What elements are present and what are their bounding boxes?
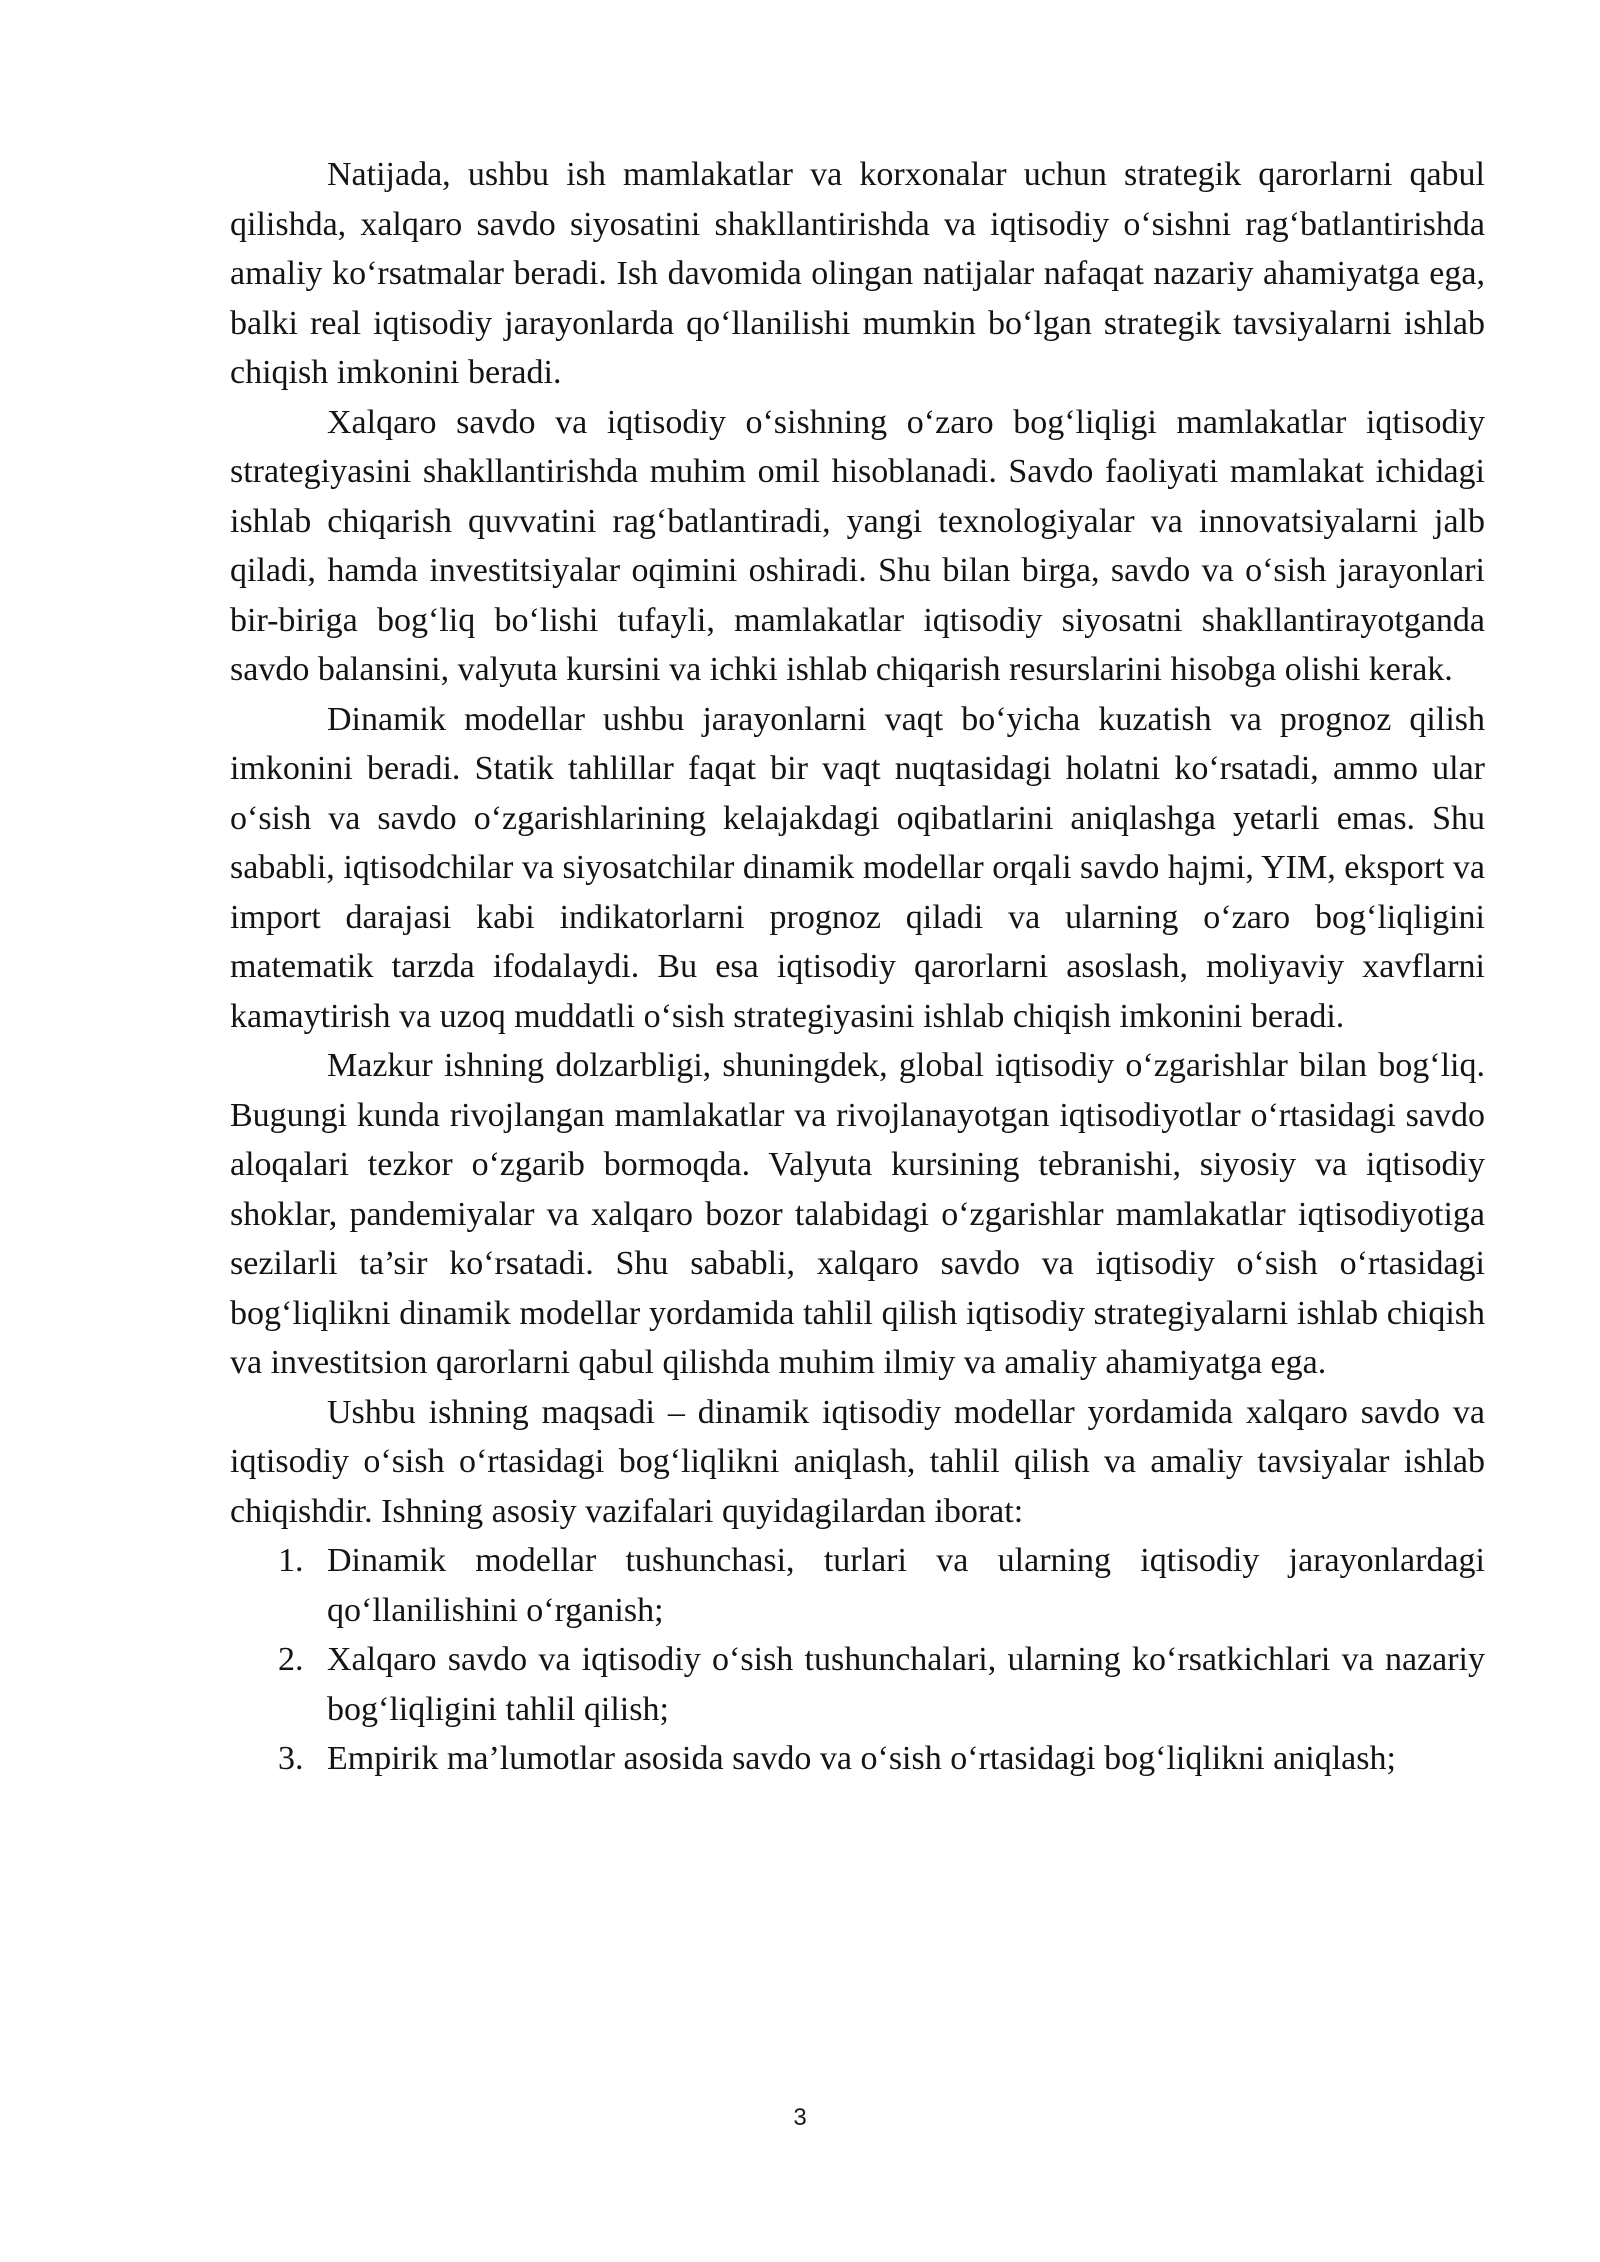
- paragraph-results: Natijada, ushbu ish mamlakatlar va korxonalar uchun strategik qarorlarni qabul qilishda, xalqaro savdo siyosatini shakllantirishda va iqtisodiy o‘sishni rag‘batlantirishda amaliy ko‘rsatmalar beradi. Ish davomida olingan natijalar nafaqat nazariy ahamiyatga ega, balki real iqtisodiy jarayonlarda qo‘llanilishi mumkin bo‘lgan strategik tavsiyalarni ishlab chiqish imkonini beradi.: [230, 156, 1485, 391]
- paragraph-relevance: Mazkur ishning dolzarbligi, shuningdek, global iqtisodiy o‘zgarishlar bilan bog‘liq. Bugungi kunda rivojlangan mamlakatlar va rivojlanayotgan iqtisodiyotlar o‘rtasidagi savdo aloqalari tezkor o‘zgarib bormoqda. Valyuta kursining tebranishi, siyosiy va iqtisodiy shoklar, pandemiyalar va xalqaro bozor talabidagi o‘zgarishlar mamlakatlar iqtisodiyotiga sezilarli ta’sir ko‘rsatadi. Shu sababli, xalqaro savdo va iqtisodiy o‘sish o‘rtasidagi bog‘liqlikni dinamik modellar yordamida tahlil qilish iqtisodiy strategiyalarni ishlab chiqish va investitsion qarorlarni qabul qilishda muhim ilmiy va amaliy ahamiyatga ega.: [230, 1047, 1485, 1381]
- tasks-list: [230, 1536, 1485, 1784]
- paragraph-trade-growth-link: Xalqaro savdo va iqtisodiy o‘sishning o‘zaro bog‘liqligi mamlakatlar iqtisodiy strategiyasini shakllantirishda muhim omil hisoblanadi. Savdo faoliyati mamlakat ichidagi ishlab chiqarish quvvatini rag‘batlantiradi, yangi texnologiyalar va innovatsiyalarni jalb qiladi, hamda investitsiyalar oqimini oshiradi. Shu bilan birga, savdo va o‘sish jarayonlari bir-biriga bog‘liq bo‘lishi tufayli, mamlakatlar iqtisodiy siyosatni shakllantirayotganda savdo balansini, valyuta kursini va ichki ishlab chiqarish resurslarini hisobga olishi kerak.: [230, 403, 1485, 688]
- list-item-number: 1.: [278, 1542, 304, 1579]
- list-item: [230, 1536, 1485, 1635]
- list-item: [230, 1734, 1485, 1784]
- list-item: [230, 1635, 1485, 1734]
- list-item-text: Dinamik modellar tushunchasi, turlari va ularning iqtisodiy jarayonlardagi qo‘llanilishini o‘rganish;: [327, 1542, 1485, 1629]
- page-body: [230, 150, 1485, 1784]
- list-item-text: Empirik ma’lumotlar asosida savdo va o‘sish o‘rtasidagi bog‘liqlikni aniqlash;: [327, 1740, 1396, 1777]
- list-item-text: Xalqaro savdo va iqtisodiy o‘sish tushunchalari, ularning ko‘rsatkichlari va nazariy bog‘liqligini tahlil qilish;: [327, 1641, 1485, 1728]
- list-item-number: 2.: [278, 1641, 304, 1678]
- paragraph-aim: Ushbu ishning maqsadi – dinamik iqtisodiy modellar yordamida xalqaro savdo va iqtisodiy o‘sish o‘rtasidagi bog‘liqlikni aniqlash, tahlil qilish va amaliy tavsiyalar ishlab chiqishdir. Ishning asosiy vazifalari quyidagilardan iborat:: [230, 1393, 1485, 1530]
- paragraph-dynamic-models: Dinamik modellar ushbu jarayonlarni vaqt bo‘yicha kuzatish va prognoz qilish imkonini beradi. Statik tahlillar faqat bir vaqt nuqtasidagi holatni ko‘rsatadi, ammo ular o‘sish va savdo o‘zgarishlarining kelajakdagi oqibatlarini aniqlashga yetarli emas. Shu sababli, iqtisodchilar va siyosatchilar dinamik modellar orqali savdo hajmi, YIM, eksport va import darajasi kabi indikatorlarni prognoz qiladi va ularning o‘zaro bog‘liqligini matematik tarzda ifodalaydi. Bu esa iqtisodiy qarorlarni asoslash, moliyaviy xavflarni kamaytirish va uzoq muddatli o‘sish strategiyasini ishlab chiqish imkonini beradi.: [230, 700, 1485, 1035]
- list-item-number: 3.: [278, 1740, 304, 1777]
- page-number: 3: [793, 2104, 807, 2131]
